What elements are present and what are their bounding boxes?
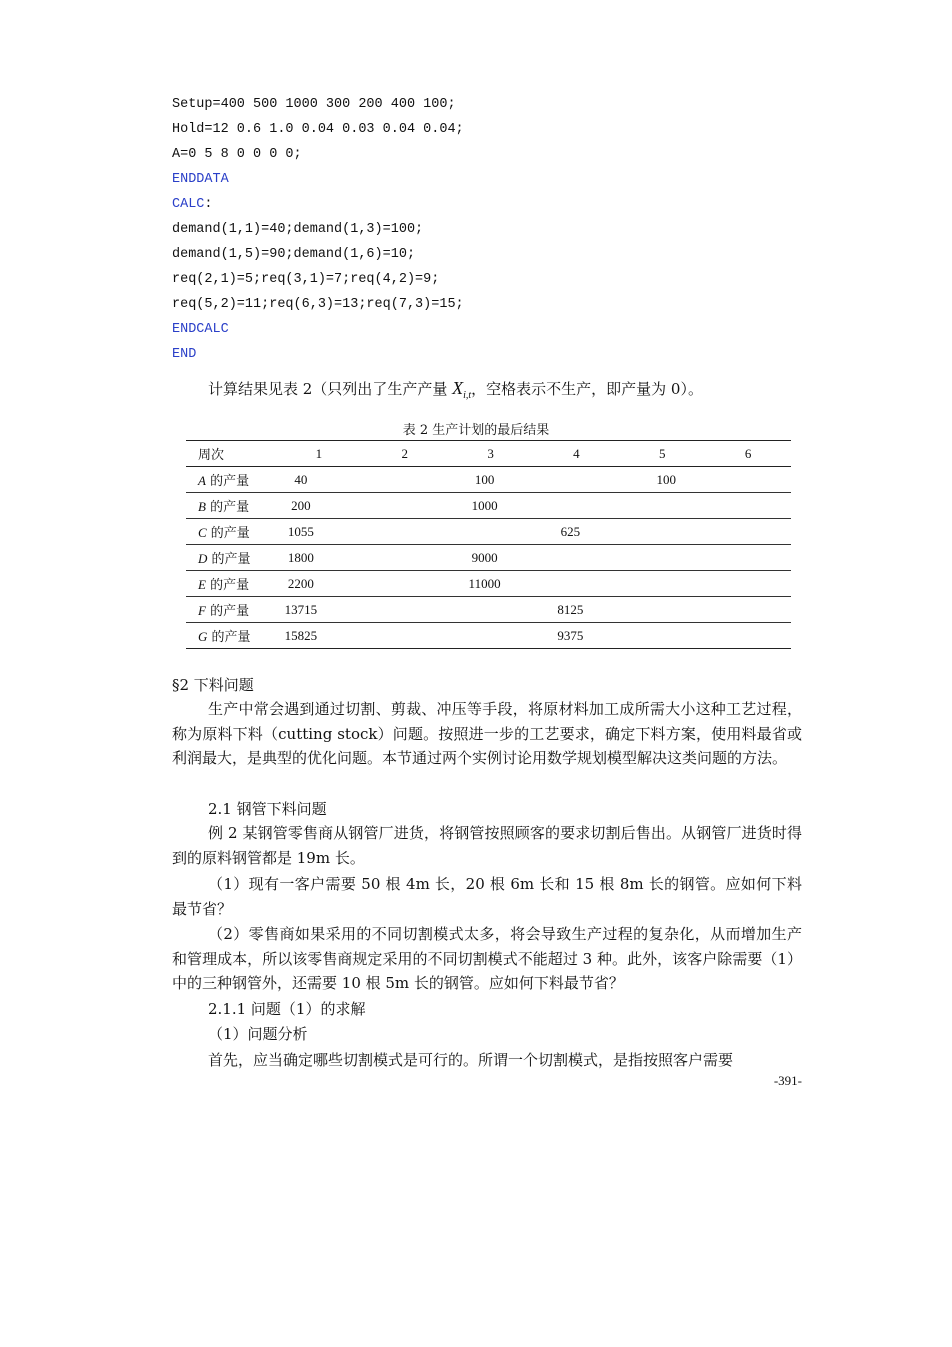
table-cell bbox=[362, 623, 448, 649]
section-heading: §2 下料问题 bbox=[172, 676, 254, 694]
code-keyword: ENDCALC bbox=[172, 322, 229, 337]
table-cell bbox=[362, 597, 448, 623]
table-cell: 11000 bbox=[448, 571, 534, 597]
table-cell bbox=[362, 571, 448, 597]
result-text-after: ，空格表示不生产，即产量为 0）。 bbox=[471, 380, 703, 398]
code-suffix: : bbox=[204, 197, 213, 212]
row-label bbox=[186, 519, 276, 545]
table-cell bbox=[705, 571, 791, 597]
table-cell: 8125 bbox=[533, 597, 619, 623]
code-text: A=0 5 8 0 0 0 0; bbox=[172, 147, 302, 162]
row-label bbox=[186, 467, 276, 493]
table-row bbox=[186, 493, 791, 519]
table-row bbox=[186, 467, 791, 493]
header-week-3: 3 bbox=[448, 441, 534, 467]
table-cell bbox=[448, 597, 534, 623]
table-row bbox=[186, 623, 791, 649]
product-name: F bbox=[198, 603, 206, 618]
code-line bbox=[172, 292, 464, 317]
page-number: -391- bbox=[773, 1073, 802, 1088]
subsubsection-heading: 2.1.1 问题（1）的求解 bbox=[208, 1000, 366, 1018]
row-label-text: 的产量 bbox=[205, 578, 250, 593]
row-label-text: 的产量 bbox=[207, 552, 251, 567]
intro-paragraph: 生产中常会遇到通过切割、剪裁、冲压等手段，将原材料加工成所需大小这种工艺过程，称为原料下料（cutting stock）问题。按照进一步的工艺要求，确定下料方案，使用料最省或利润最大，是典型的优化问题。本节通过两个实例讨论用数学规划模型解决这类问题的方法。 bbox=[172, 700, 802, 768]
table-cell: 1055 bbox=[276, 519, 362, 545]
header-week-2: 2 bbox=[362, 441, 448, 467]
row-label bbox=[186, 571, 276, 597]
table-cell bbox=[705, 493, 791, 519]
product-name: C bbox=[198, 525, 207, 540]
table-cell bbox=[619, 493, 705, 519]
subsection-heading: 2.1 钢管下料问题 bbox=[208, 800, 327, 818]
row-label bbox=[186, 597, 276, 623]
table-cell: 15825 bbox=[276, 623, 362, 649]
table-cell bbox=[705, 597, 791, 623]
table-cell bbox=[619, 597, 705, 623]
code-text: Hold=12 0.6 1.0 0.04 0.03 0.04 0.04; bbox=[172, 122, 464, 137]
table-cell: 2200 bbox=[276, 571, 362, 597]
variable-x: X bbox=[452, 378, 464, 398]
code-line bbox=[172, 267, 464, 292]
table-cell bbox=[619, 545, 705, 571]
table-cell bbox=[362, 493, 448, 519]
table-body bbox=[186, 467, 791, 649]
table-cell: 200 bbox=[276, 493, 362, 519]
table-cell: 9000 bbox=[448, 545, 534, 571]
product-name: E bbox=[198, 577, 206, 592]
product-name: G bbox=[198, 629, 208, 644]
table-caption: 表 2 生产计划的最后结果 bbox=[402, 423, 550, 438]
table-cell bbox=[619, 519, 705, 545]
row-label bbox=[186, 545, 276, 571]
table-cell bbox=[362, 519, 448, 545]
code-keyword: ENDDATA bbox=[172, 172, 229, 187]
row-label bbox=[186, 493, 276, 519]
code-keyword: CALC bbox=[172, 197, 205, 212]
table-cell bbox=[448, 519, 534, 545]
table-cell: 625 bbox=[533, 519, 619, 545]
table-cell bbox=[705, 467, 791, 493]
question-1-paragraph: （1）现有一客户需要 50 根 4m 长，20 根 6m 长和 15 根 8m 长的钢管。应如何下料最节省？ bbox=[172, 875, 802, 918]
row-label-text: 的产量 bbox=[207, 630, 251, 645]
code-text: Setup=400 500 1000 300 200 400 100; bbox=[172, 97, 456, 112]
header-week-5: 5 bbox=[619, 441, 705, 467]
code-line bbox=[172, 167, 464, 192]
code-line bbox=[172, 217, 464, 242]
product-name: A bbox=[198, 473, 206, 488]
last-paragraph: 首先，应当确定哪些切割模式是可行的。所谓一个切割模式，是指按照客户需要 bbox=[208, 1051, 734, 1069]
code-line bbox=[172, 342, 464, 367]
header-week-1: 1 bbox=[276, 441, 362, 467]
table-cell bbox=[533, 571, 619, 597]
table-row bbox=[186, 571, 791, 597]
table-cell bbox=[705, 519, 791, 545]
table-header-row bbox=[186, 441, 791, 467]
table-cell bbox=[705, 545, 791, 571]
result-text-before: 计算结果见表 2（只列出了生产产量 bbox=[208, 380, 453, 398]
table-cell bbox=[533, 493, 619, 519]
variable-subscript: i,t bbox=[463, 390, 472, 401]
code-keyword: END bbox=[172, 347, 197, 362]
product-name: B bbox=[198, 499, 206, 514]
table-cell bbox=[362, 467, 448, 493]
table-row bbox=[186, 597, 791, 623]
result-sentence bbox=[208, 378, 703, 401]
table-cell bbox=[448, 623, 534, 649]
table-row bbox=[186, 545, 791, 571]
table-row bbox=[186, 519, 791, 545]
row-label-text: 的产量 bbox=[205, 474, 250, 489]
table-cell: 1800 bbox=[276, 545, 362, 571]
example-paragraph: 例 2 某钢管零售商从钢管厂进货，将钢管按照顾客的要求切割后售出。从钢管厂进货时得到的原料钢管都是 19m 长。 bbox=[172, 824, 802, 867]
table-cell bbox=[533, 467, 619, 493]
header-week-label: 周次 bbox=[186, 441, 276, 467]
row-label-text: 的产量 bbox=[205, 604, 250, 619]
table-cell bbox=[619, 623, 705, 649]
table-cell bbox=[705, 623, 791, 649]
row-label-text: 的产量 bbox=[206, 526, 250, 541]
code-line bbox=[172, 92, 464, 117]
analysis-heading: （1）问题分析 bbox=[208, 1025, 308, 1043]
row-label-text: 的产量 bbox=[205, 500, 250, 515]
production-plan-table bbox=[186, 440, 791, 649]
row-label bbox=[186, 623, 276, 649]
code-line bbox=[172, 142, 464, 167]
table-cell bbox=[619, 571, 705, 597]
table-cell: 100 bbox=[619, 467, 705, 493]
question-2-paragraph: （2）零售商如果采用的不同切割模式太多，将会导致生产过程的复杂化，从而增加生产和管理成本，所以该零售商规定采用的不同切割模式不能超过 3 种。此外，该客户除需要（1）中的三种钢管外，还需要 10 根 5m 长的钢管。应如何下料最节省？ bbox=[172, 925, 802, 993]
table-cell: 100 bbox=[448, 467, 534, 493]
table-cell: 40 bbox=[276, 467, 362, 493]
code-text: demand(1,1)=40;demand(1,3)=100; bbox=[172, 222, 424, 237]
code-text: req(2,1)=5;req(3,1)=7;req(4,2)=9; bbox=[172, 272, 440, 287]
code-listing bbox=[172, 92, 464, 367]
code-line bbox=[172, 117, 464, 142]
table-cell: 13715 bbox=[276, 597, 362, 623]
code-line bbox=[172, 242, 464, 267]
product-name: D bbox=[198, 551, 208, 566]
table-cell bbox=[362, 545, 448, 571]
table-cell bbox=[533, 545, 619, 571]
code-text: req(5,2)=11;req(6,3)=13;req(7,3)=15; bbox=[172, 297, 464, 312]
header-week-4: 4 bbox=[533, 441, 619, 467]
code-line bbox=[172, 192, 464, 217]
header-week-6: 6 bbox=[705, 441, 791, 467]
table-cell: 9375 bbox=[533, 623, 619, 649]
code-text: demand(1,5)=90;demand(1,6)=10; bbox=[172, 247, 416, 262]
table-cell: 1000 bbox=[448, 493, 534, 519]
code-line bbox=[172, 317, 464, 342]
